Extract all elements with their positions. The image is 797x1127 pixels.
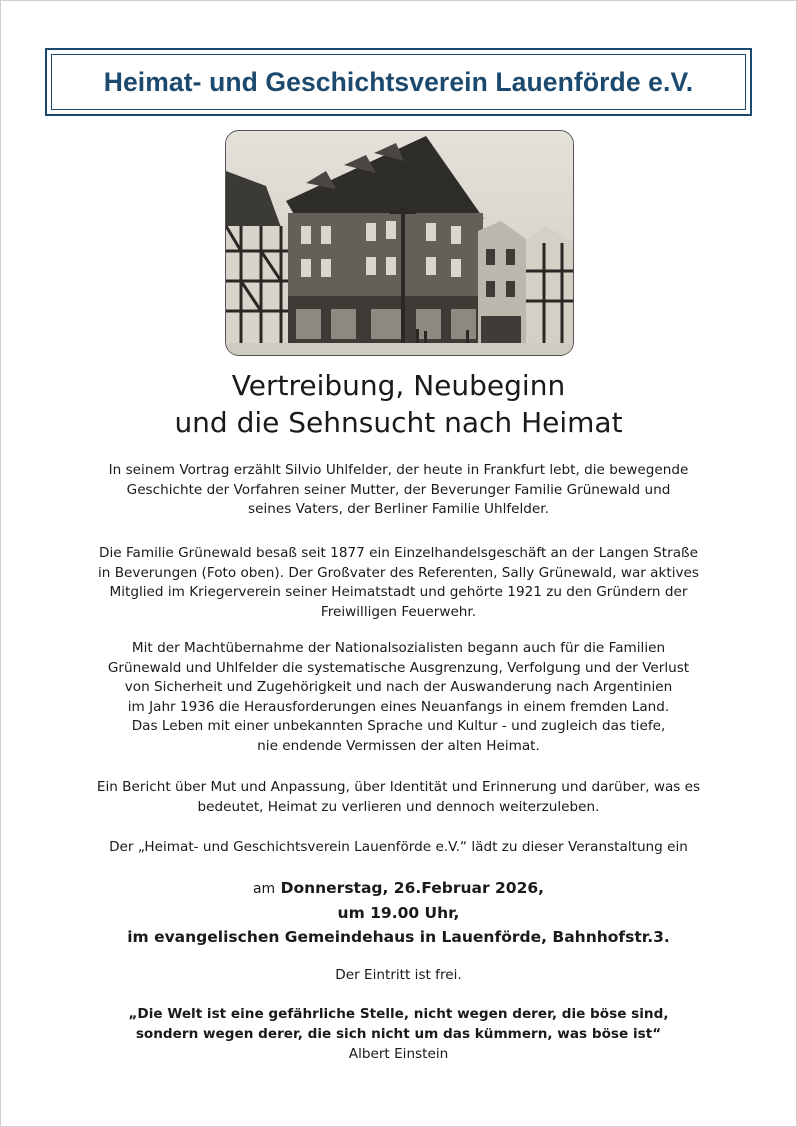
quote-line-2: sondern wegen derer, die sich nicht um das kümmern, was böse ist“ — [135, 1026, 662, 1042]
paragraph-line: Freiwilligen Feuerwehr. — [320, 603, 477, 620]
paragraph-line: Grünewald und Uhlfelder die systematische Ausgrenzung, Verfolgung und der Verlust — [107, 659, 690, 676]
paragraph-line: Der „Heimat- und Geschichtsverein Lauenförde e.V.“ lädt zu dieser Veranstaltung ein — [109, 839, 688, 855]
historic-building-photo — [225, 130, 574, 356]
admission-note: Der Eintritt ist frei. — [335, 967, 462, 983]
header-inner-frame — [51, 54, 746, 110]
photo-illustration — [226, 131, 573, 355]
paragraph-report — [40, 778, 757, 817]
paragraph-invitation — [40, 838, 757, 858]
quote-line-1: „Die Welt ist eine gefährliche Stelle, nicht wegen derer, die böse sind, — [128, 1006, 669, 1022]
event-date: Donnerstag, 26.Februar 2026, — [280, 879, 545, 897]
paragraph-line: seines Vaters, der Berliner Familie Uhlfelder. — [248, 501, 549, 517]
paragraph-line: nie endende Vermissen der alten Heimat. — [257, 737, 540, 754]
paragraph-line: In seinem Vortrag erzählt Silvio Uhlfelder, der heute in Frankfurt lebt, die bewegende — [108, 462, 689, 478]
paragraph-line: im Jahr 1936 die Herausforderungen eines Neuanfangs in einem fremden Land. — [127, 698, 670, 715]
paragraph-line: Die Familie Grünewald besaß seit 1877 ein Einzelhandelsgeschäft an der Langen Straße — [99, 545, 698, 561]
header-box — [45, 48, 752, 116]
event-time: um 19.00 Uhr, — [337, 904, 460, 922]
quote-author: Albert Einstein — [348, 1046, 449, 1062]
paragraph-line: Das Leben mit einer unbekannten Sprache und Kultur - und zugleich das tiefe, — [131, 718, 666, 734]
paragraph-intro — [40, 461, 757, 520]
event-date-line — [0, 876, 797, 901]
paragraph-line: Mitglied im Kriegerverein seiner Heimatstadt und gehörte 1921 zu den Gründern der — [109, 584, 688, 600]
paragraph-family — [40, 544, 757, 622]
event-place: im evangelischen Gemeindehaus in Lauenförde, Bahnhofstr.3. — [127, 928, 670, 946]
paragraph-line: bedeutet, Heimat zu verlieren und dennoch weiterzuleben. — [197, 798, 600, 815]
header-title: Heimat- und Geschichtsverein Lauenförde e.V. — [103, 66, 694, 97]
paragraph-line: von Sicherheit und Zugehörigkeit und nach der Auswanderung nach Argentinien — [124, 679, 673, 695]
headline-line-1: Vertreibung, Neubeginn — [231, 369, 566, 402]
quote-block — [0, 1004, 797, 1064]
paragraph-line: Ein Bericht über Mut und Anpassung, über Identität und Erinnerung und darüber, was es — [96, 779, 701, 795]
event-details — [0, 876, 797, 949]
event-am: am — [252, 881, 276, 897]
paragraph-line: Geschichte der Vorfahren seiner Mutter, der Beverunger Familie Grünewald und — [126, 481, 671, 498]
paragraph-history — [40, 639, 757, 756]
headline-line-2: und die Sehnsucht nach Heimat — [174, 406, 623, 439]
paragraph-line: Mit der Machtübernahme der Nationalsozialisten begann auch für die Familien — [131, 640, 666, 656]
paragraph-line: in Beverungen (Foto oben). Der Großvater des Referenten, Sally Grünewald, war aktives — [98, 564, 699, 581]
